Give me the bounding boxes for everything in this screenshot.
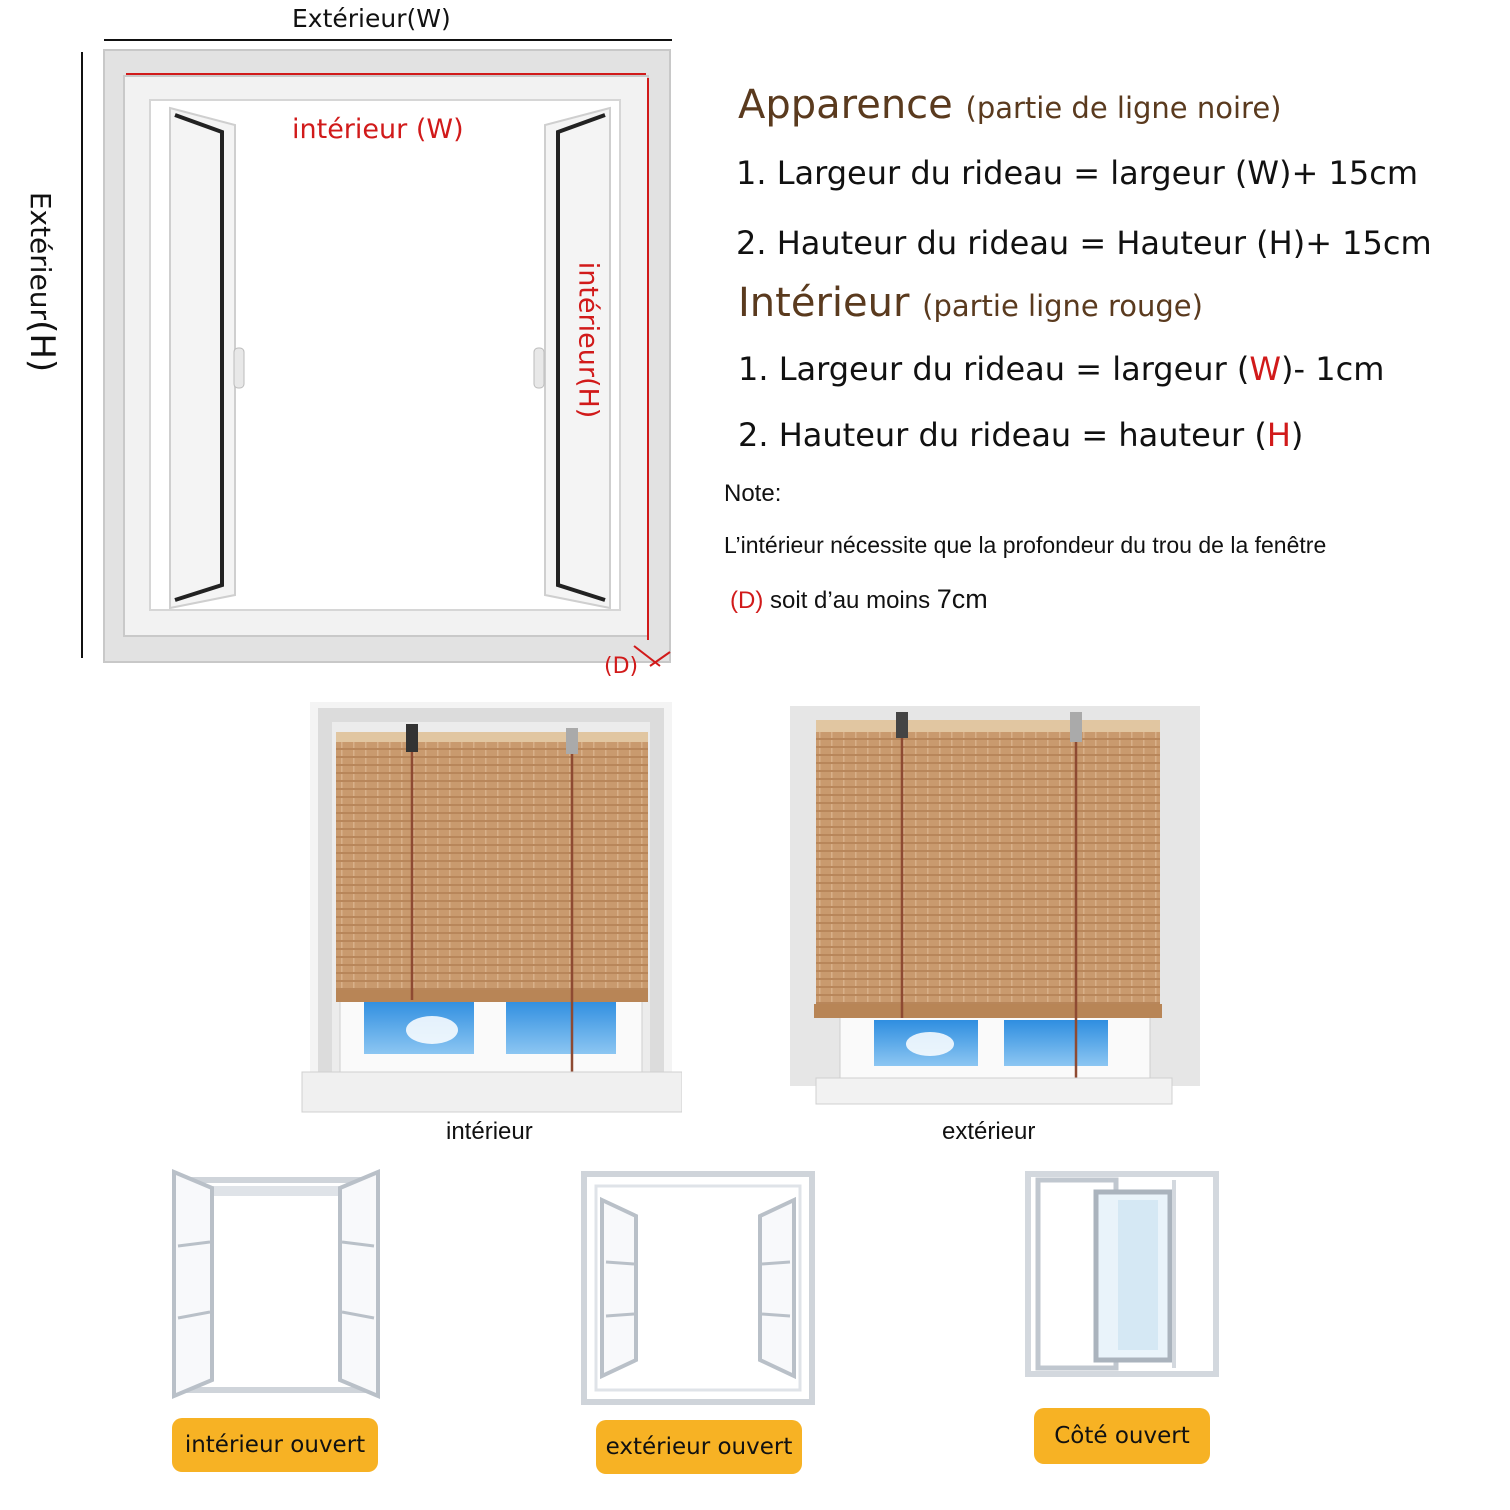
interior-mount-illustration bbox=[300, 700, 682, 1114]
depth-label: (D) bbox=[604, 654, 639, 679]
note-depth-var: D bbox=[738, 587, 756, 614]
inner-width-label bbox=[292, 114, 464, 145]
window-type-outward-label: extérieur ouvert bbox=[596, 1420, 802, 1474]
appearance-subtitle: (partie de ligne noire) bbox=[965, 91, 1282, 125]
inner-width-text: intérieur bbox=[292, 114, 408, 145]
interior-caption: intérieur bbox=[446, 1118, 533, 1145]
note-depth-rest: soit d’au moins bbox=[763, 587, 937, 614]
appearance-rule-2-text: 2. Hauteur du rideau = Hauteur (H) bbox=[736, 224, 1306, 262]
appearance-title: Apparence bbox=[738, 82, 953, 128]
inner-height-unit: (H) bbox=[572, 376, 604, 419]
note-label: Note: bbox=[724, 480, 782, 507]
appearance-heading bbox=[738, 82, 1281, 128]
inner-width-unit: (W) bbox=[415, 114, 464, 145]
appearance-rule-2 bbox=[736, 224, 1432, 262]
inner-height-label bbox=[573, 262, 604, 419]
outer-width-text: Extérieur bbox=[292, 4, 407, 33]
sliding-window-icon bbox=[1024, 1160, 1220, 1386]
note-depth-line bbox=[730, 584, 988, 615]
interior-rule-2 bbox=[738, 416, 1303, 454]
inner-height-text: intérieur bbox=[572, 261, 604, 377]
note-depth-open: ( bbox=[730, 587, 738, 614]
interior-title: Intérieur bbox=[738, 280, 910, 326]
exterior-mount-illustration bbox=[790, 706, 1202, 1108]
interior-heading bbox=[738, 280, 1203, 326]
interior-rule-1-pre: 1. Largeur du rideau = largeur ( bbox=[738, 350, 1250, 388]
note-text: L’intérieur nécessite que la profondeur du trou de la fenêtre bbox=[724, 532, 1327, 558]
outer-width-label bbox=[292, 4, 451, 33]
interior-rule-1-var: W bbox=[1249, 350, 1282, 388]
outward-opening-window-icon bbox=[580, 1170, 816, 1406]
window-type-sliding-label: Côté ouvert bbox=[1034, 1408, 1210, 1464]
interior-rule-1 bbox=[738, 350, 1384, 388]
interior-rule-1-post: )- 1cm bbox=[1281, 350, 1385, 388]
outer-height-text: Extérieur bbox=[24, 191, 57, 321]
appearance-rule-2-add: + 15cm bbox=[1305, 224, 1432, 262]
inward-opening-window-icon bbox=[168, 1166, 384, 1400]
interior-rule-2-post: ) bbox=[1290, 416, 1304, 454]
outer-height-label bbox=[22, 192, 62, 372]
appearance-rule-1-add: + 15cm bbox=[1291, 154, 1418, 192]
note-depth-close: ) bbox=[755, 587, 764, 614]
appearance-rule-1-text: 1. Largeur du rideau = largeur (W) bbox=[736, 154, 1292, 192]
outer-height-unit: (H) bbox=[22, 320, 62, 373]
note-depth-value: 7cm bbox=[936, 584, 988, 614]
interior-subtitle: (partie ligne rouge) bbox=[922, 289, 1203, 323]
window-type-inward-label: intérieur ouvert bbox=[172, 1418, 378, 1472]
exterior-caption: extérieur bbox=[942, 1118, 1036, 1145]
appearance-rule-1 bbox=[736, 154, 1418, 192]
outer-width-unit: (W) bbox=[406, 4, 451, 33]
interior-rule-2-var: H bbox=[1266, 416, 1291, 454]
interior-rule-2-pre: 2. Hauteur du rideau = hauteur ( bbox=[738, 416, 1267, 454]
